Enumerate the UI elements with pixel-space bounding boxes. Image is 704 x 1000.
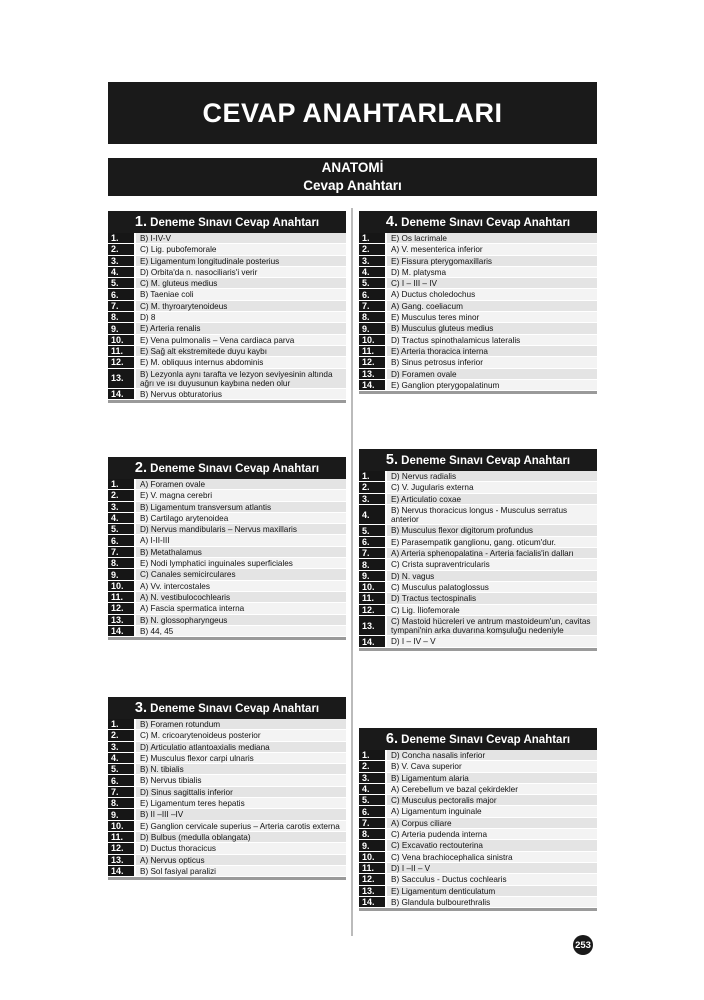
answer-row	[108, 719, 346, 730]
question-number: 8.	[359, 559, 385, 569]
answer-row	[108, 742, 346, 753]
answer-row	[108, 256, 346, 267]
answer-row	[359, 380, 597, 391]
answer-text: D) Foramen ovale	[387, 369, 597, 379]
question-number: 5.	[108, 524, 134, 534]
answer-key-section-1	[108, 211, 346, 403]
answer-text: E) Ganglion cervicale superius – Arteria carotis externa	[136, 821, 346, 831]
answer-text: D) M. platysma	[387, 267, 597, 277]
answer-row	[108, 753, 346, 764]
answer-row	[108, 603, 346, 614]
answer-list	[359, 233, 597, 394]
answer-text: B) N. tibialis	[136, 764, 346, 774]
answer-text: A) Corpus ciliare	[387, 818, 597, 828]
section-label: Deneme Sınavı Cevap Anahtarı	[150, 217, 320, 229]
answer-text: E) Arteria renalis	[136, 323, 346, 333]
answer-text: B) V. Cava superior	[387, 761, 597, 771]
answer-text: D) Orbita'da n. nasociliaris'i verir	[136, 267, 346, 277]
question-number: 7.	[359, 301, 385, 311]
question-number: 3.	[108, 742, 134, 752]
answer-text: B) Musculus flexor digitorum profundus	[387, 525, 597, 535]
answer-text: C) V. Jugularis externa	[387, 482, 597, 492]
answer-row	[108, 787, 346, 798]
answer-row	[359, 494, 597, 505]
answer-row	[359, 256, 597, 267]
question-number: 13.	[359, 886, 385, 896]
answer-text: C) Crista supraventricularis	[387, 559, 597, 569]
answer-row	[108, 369, 346, 390]
question-number: 9.	[359, 571, 385, 581]
question-number: 7.	[108, 301, 134, 311]
answer-text: E) V. magna cerebri	[136, 490, 346, 500]
answer-text: B) I-IV-V	[136, 233, 346, 243]
answer-row	[108, 301, 346, 312]
question-number: 8.	[359, 829, 385, 839]
question-number: 14.	[359, 380, 385, 390]
answer-text: D) Bulbus (medulla oblangata)	[136, 832, 346, 842]
section-number: 5.	[385, 452, 398, 468]
answer-list	[359, 471, 597, 651]
question-number: 1.	[108, 719, 134, 729]
section-number: 2.	[134, 460, 147, 476]
section-header	[108, 211, 346, 233]
answer-row	[359, 886, 597, 897]
question-number: 12.	[359, 605, 385, 615]
answer-text: C) M. cricoarytenoideus posterior	[136, 730, 346, 740]
answer-row	[359, 874, 597, 885]
answer-text: E) M. obliquus internus abdominis	[136, 357, 346, 367]
answer-row	[359, 244, 597, 255]
answer-text: B) Lezyonla aynı tarafta ve lezyon seviyesinin altında ağrı ve ısı duyusunun kaybına neden olur	[136, 369, 346, 389]
answer-row	[108, 524, 346, 535]
answer-key-section-6	[359, 728, 597, 911]
answer-row	[359, 616, 597, 637]
question-number: 2.	[108, 490, 134, 500]
question-number: 7.	[359, 548, 385, 558]
answer-text: B) Taeniae coli	[136, 289, 346, 299]
answer-text: C) Musculus palatoglossus	[387, 582, 597, 592]
answer-row	[359, 505, 597, 526]
question-number: 6.	[359, 806, 385, 816]
question-number: 6.	[359, 289, 385, 299]
answer-text: B) N. glossopharyngeus	[136, 615, 346, 625]
question-number: 9.	[108, 569, 134, 579]
answer-row	[359, 636, 597, 647]
answer-row	[359, 233, 597, 244]
answer-text: D) Tractus spinothalamicus lateralis	[387, 335, 597, 345]
answer-row	[359, 357, 597, 368]
answer-row	[108, 233, 346, 244]
question-number: 14.	[108, 389, 134, 399]
answer-text: E) Nodi lymphatici inguinales superficiales	[136, 558, 346, 568]
answer-text: C) Excavatio rectouterina	[387, 840, 597, 850]
answer-row	[359, 289, 597, 300]
section-number: 3.	[134, 700, 147, 716]
question-number: 11.	[108, 346, 134, 356]
answer-row	[359, 571, 597, 582]
question-number: 11.	[359, 863, 385, 873]
answer-text: B) Nervus thoracicus longus - Musculus serratus anterior	[387, 505, 597, 525]
question-number: 9.	[108, 323, 134, 333]
answer-row	[108, 764, 346, 775]
answer-row	[108, 569, 346, 580]
answer-text: B) Sol fasiyal paralizi	[136, 866, 346, 876]
answer-row	[359, 840, 597, 851]
question-number: 1.	[359, 233, 385, 243]
answer-text: E) Ganglion pterygopalatinum	[387, 380, 597, 390]
answer-text: E) Ligamentum denticulatum	[387, 886, 597, 896]
answer-text: E) Parasempatik ganglionu, gang. oticum'dur.	[387, 537, 597, 547]
answer-row	[359, 559, 597, 570]
answer-row	[108, 335, 346, 346]
question-number: 11.	[108, 592, 134, 602]
answer-text: C) Mastoid hücreleri ve antrum mastoideum'un, cavitas tympani'nin arka duvarına komşuluğu nedeniyle	[387, 616, 597, 636]
answer-text: D) 8	[136, 312, 346, 322]
answer-text: C) Lig. İliofemorale	[387, 605, 597, 615]
answer-text: B) 44, 45	[136, 626, 346, 636]
question-number: 5.	[359, 795, 385, 805]
question-number: 2.	[108, 730, 134, 740]
question-number: 14.	[108, 866, 134, 876]
question-number: 12.	[359, 874, 385, 884]
answer-row	[108, 323, 346, 334]
question-number: 3.	[108, 502, 134, 512]
answer-text: A) Arteria sphenopalatina - Arteria facialis'in dalları	[387, 548, 597, 558]
answer-text: B) Sacculus - Ductus cochlearis	[387, 874, 597, 884]
answer-row	[359, 897, 597, 908]
question-number: 4.	[359, 505, 385, 525]
question-number: 3.	[359, 494, 385, 504]
question-number: 13.	[108, 615, 134, 625]
question-number: 6.	[108, 289, 134, 299]
answer-row	[108, 535, 346, 546]
answer-text: C) Vena brachiocephalica sinistra	[387, 852, 597, 862]
answer-text: E) Os lacrimale	[387, 233, 597, 243]
answer-row	[359, 312, 597, 323]
question-number: 8.	[359, 312, 385, 322]
answer-text: A) I-II-III	[136, 535, 346, 545]
answer-text: D) Sinus sagittalis inferior	[136, 787, 346, 797]
question-number: 13.	[359, 369, 385, 379]
question-number: 10.	[359, 852, 385, 862]
answer-row	[108, 626, 346, 637]
answer-text: E) Vena pulmonalis – Vena cardiaca parva	[136, 335, 346, 345]
section-label: Deneme Sınavı Cevap Anahtarı	[150, 703, 320, 715]
answer-text: A) N. vestibulocochlearis	[136, 592, 346, 602]
question-number: 6.	[359, 537, 385, 547]
question-number: 3.	[108, 256, 134, 266]
answer-text: E) Arteria thoracica interna	[387, 346, 597, 356]
section-header	[359, 728, 597, 750]
answer-row	[108, 490, 346, 501]
answer-text: B) Cartilago arytenoidea	[136, 513, 346, 523]
answer-text: A) Vv. intercostales	[136, 581, 346, 591]
answer-row	[108, 821, 346, 832]
answer-row	[359, 548, 597, 559]
answer-row	[108, 244, 346, 255]
answer-text: D) I –II – V	[387, 863, 597, 873]
answer-text: B) Ligamentum transversum atlantis	[136, 502, 346, 512]
answer-text: A) Ductus choledochus	[387, 289, 597, 299]
question-number: 12.	[359, 357, 385, 367]
answer-row	[359, 267, 597, 278]
answer-text: D) I – IV – V	[387, 636, 597, 646]
answer-text: C) Arteria pudenda interna	[387, 829, 597, 839]
answer-key-section-3	[108, 697, 346, 880]
answer-row	[359, 323, 597, 334]
question-number: 2.	[108, 244, 134, 254]
question-number: 12.	[108, 843, 134, 853]
question-number: 9.	[359, 323, 385, 333]
answer-list	[108, 233, 346, 403]
subject-title: ANATOMİ	[321, 160, 384, 175]
answer-text: B) Nervus obturatorius	[136, 389, 346, 399]
answer-text: B) Glandula bulbourethralis	[387, 897, 597, 907]
question-number: 8.	[108, 312, 134, 322]
answer-text: A) Gang. coeliacum	[387, 301, 597, 311]
question-number: 9.	[108, 809, 134, 819]
question-number: 14.	[108, 626, 134, 636]
question-number: 6.	[108, 775, 134, 785]
answer-row	[359, 537, 597, 548]
answer-row	[359, 346, 597, 357]
question-number: 5.	[359, 278, 385, 288]
section-header	[359, 211, 597, 233]
answer-row	[108, 289, 346, 300]
question-number: 11.	[359, 346, 385, 356]
answer-text: C) I – III – IV	[387, 278, 597, 288]
answer-row	[108, 775, 346, 786]
answer-row	[108, 312, 346, 323]
answer-text: B) Ligamentum alaria	[387, 773, 597, 783]
question-number: 8.	[108, 558, 134, 568]
question-number: 4.	[359, 267, 385, 277]
question-number: 3.	[359, 773, 385, 783]
question-number: 10.	[108, 821, 134, 831]
answer-row	[359, 525, 597, 536]
question-number: 13.	[108, 855, 134, 865]
answer-text: A) Nervus opticus	[136, 855, 346, 865]
answer-key-section-5	[359, 449, 597, 651]
question-number: 11.	[108, 832, 134, 842]
answer-row	[108, 479, 346, 490]
question-number: 1.	[108, 479, 134, 489]
question-number: 7.	[359, 818, 385, 828]
answer-row	[108, 278, 346, 289]
answer-row	[359, 750, 597, 761]
answer-text: D) Tractus tectospinalis	[387, 593, 597, 603]
question-number: 13.	[359, 616, 385, 636]
answer-row	[108, 346, 346, 357]
question-number: 7.	[108, 547, 134, 557]
question-number: 14.	[359, 897, 385, 907]
answer-row	[108, 730, 346, 741]
answer-text: B) Nervus tibialis	[136, 775, 346, 785]
question-number: 2.	[359, 761, 385, 771]
answer-text: E) Ligamentum longitudinale posterius	[136, 256, 346, 266]
answer-text: C) Musculus pectoralis major	[387, 795, 597, 805]
answer-row	[359, 278, 597, 289]
answer-row	[359, 605, 597, 616]
answer-text: D) Concha nasalis inferior	[387, 750, 597, 760]
answer-row	[359, 863, 597, 874]
question-number: 13.	[108, 369, 134, 389]
answer-row	[359, 593, 597, 604]
answer-text: B) Musculus gluteus medius	[387, 323, 597, 333]
answer-row	[359, 301, 597, 312]
section-header	[108, 697, 346, 719]
answer-text: E) Musculus teres minor	[387, 312, 597, 322]
answer-row	[108, 581, 346, 592]
section-label: Deneme Sınavı Cevap Anahtarı	[401, 217, 571, 229]
answer-text: B) Metathalamus	[136, 547, 346, 557]
question-number: 10.	[359, 335, 385, 345]
subject-banner	[108, 158, 597, 196]
question-number: 5.	[108, 764, 134, 774]
answer-text: A) V. mesenterica inferior	[387, 244, 597, 254]
answer-text: D) N. vagus	[387, 571, 597, 581]
answer-key-section-4	[359, 211, 597, 394]
answer-row	[359, 761, 597, 772]
section-label: Deneme Sınavı Cevap Anahtarı	[401, 455, 571, 467]
page-number: 253	[573, 935, 593, 955]
question-number: 8.	[108, 798, 134, 808]
answer-row	[108, 843, 346, 854]
section-number: 6.	[385, 731, 398, 747]
question-number: 12.	[108, 357, 134, 367]
question-number: 6.	[108, 535, 134, 545]
subject-subtitle: Cevap Anahtarı	[303, 178, 402, 193]
answer-row	[108, 798, 346, 809]
answer-row	[108, 558, 346, 569]
answer-text: E) Musculus flexor carpi ulnaris	[136, 753, 346, 763]
answer-text: B) Sinus petrosus inferior	[387, 357, 597, 367]
answer-text: D) Articulatio atlantoaxialis mediana	[136, 742, 346, 752]
question-number: 1.	[359, 750, 385, 760]
question-number: 1.	[359, 471, 385, 481]
question-number: 2.	[359, 244, 385, 254]
answer-row	[108, 809, 346, 820]
answer-list	[108, 479, 346, 640]
section-number: 4.	[385, 214, 398, 230]
question-number: 4.	[108, 513, 134, 523]
question-number: 2.	[359, 482, 385, 492]
question-number: 7.	[108, 787, 134, 797]
page-title: CEVAP ANAHTARLARI	[108, 82, 597, 144]
answer-row	[359, 773, 597, 784]
answer-row	[359, 806, 597, 817]
answer-text: C) Lig. pubofemorale	[136, 244, 346, 254]
section-header	[108, 457, 346, 479]
section-header	[359, 449, 597, 471]
question-number: 1.	[108, 233, 134, 243]
answer-row	[108, 513, 346, 524]
answer-row	[108, 866, 346, 877]
answer-row	[359, 482, 597, 493]
answer-text: A) Ligamentum inguinale	[387, 806, 597, 816]
answer-text: B) Foramen rotundum	[136, 719, 346, 729]
answer-row	[359, 784, 597, 795]
answer-text: E) Ligamentum teres hepatis	[136, 798, 346, 808]
question-number: 4.	[108, 267, 134, 277]
answer-row	[108, 832, 346, 843]
answer-text: C) M. thyroarytenoideus	[136, 301, 346, 311]
question-number: 4.	[108, 753, 134, 763]
answer-row	[108, 502, 346, 513]
section-number: 1.	[134, 214, 147, 230]
question-number: 10.	[108, 335, 134, 345]
answer-text: A) Fascia spermatica interna	[136, 603, 346, 613]
answer-text: E) Sağ alt ekstremitede duyu kaybı	[136, 346, 346, 356]
answer-text: A) Foramen ovale	[136, 479, 346, 489]
question-number: 10.	[359, 582, 385, 592]
answer-row	[359, 582, 597, 593]
section-label: Deneme Sınavı Cevap Anahtarı	[401, 734, 571, 746]
answer-row	[359, 369, 597, 380]
question-number: 11.	[359, 593, 385, 603]
question-number: 10.	[108, 581, 134, 591]
answer-list	[359, 750, 597, 911]
question-number: 14.	[359, 636, 385, 646]
answer-text: B) II –III –IV	[136, 809, 346, 819]
answer-row	[108, 267, 346, 278]
question-number: 9.	[359, 840, 385, 850]
answer-row	[359, 335, 597, 346]
answer-text: E) Fissura pterygomaxillaris	[387, 256, 597, 266]
question-number: 4.	[359, 784, 385, 794]
section-label: Deneme Sınavı Cevap Anahtarı	[150, 463, 320, 475]
answer-row	[108, 357, 346, 368]
answer-row	[108, 615, 346, 626]
answer-text: D) Nervus mandibularis – Nervus maxillaris	[136, 524, 346, 534]
column-divider	[351, 208, 353, 936]
question-number: 12.	[108, 603, 134, 613]
answer-text: E) Articulatio coxae	[387, 494, 597, 504]
answer-text: D) Ductus thoracicus	[136, 843, 346, 853]
answer-list	[108, 719, 346, 880]
answer-text: A) Cerebellum ve bazal çekirdekler	[387, 784, 597, 794]
answer-row	[359, 471, 597, 482]
question-number: 5.	[359, 525, 385, 535]
answer-row	[108, 389, 346, 400]
answer-text: C) Canales semicirculares	[136, 569, 346, 579]
answer-text: C) M. gluteus medius	[136, 278, 346, 288]
answer-row	[359, 795, 597, 806]
answer-text: D) Nervus radialis	[387, 471, 597, 481]
answer-row	[108, 547, 346, 558]
answer-row	[359, 818, 597, 829]
answer-row	[108, 855, 346, 866]
answer-row	[359, 852, 597, 863]
question-number: 5.	[108, 278, 134, 288]
question-number: 3.	[359, 256, 385, 266]
answer-key-section-2	[108, 457, 346, 640]
answer-row	[359, 829, 597, 840]
answer-row	[108, 592, 346, 603]
